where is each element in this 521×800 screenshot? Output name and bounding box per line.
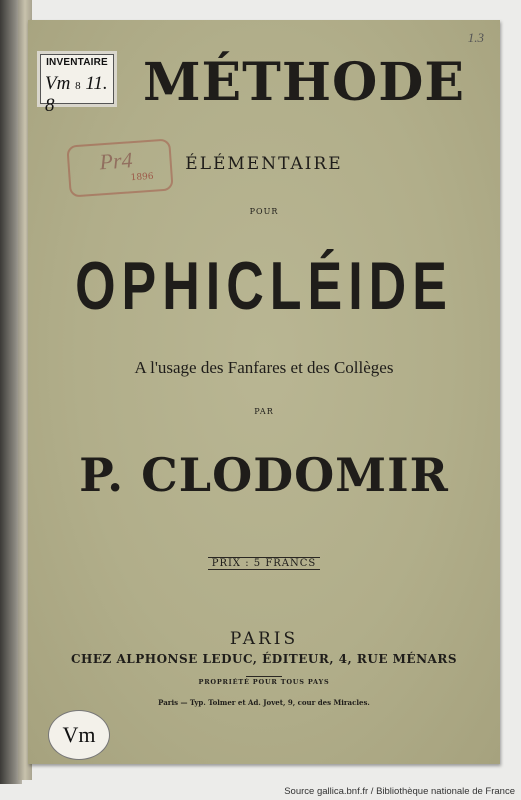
handwritten-corner-note: 1.3 [467,30,484,45]
stamp-scrawl: Pr4 [98,147,134,175]
stamp-year: 1896 [130,171,154,184]
shelfmark-number: 11. 8 [45,73,108,116]
shelfmark-small: 8 [75,80,81,92]
subtitle: ÉLÉMENTAIRE [185,154,343,174]
instrument-title: OPHICLÉIDE [75,249,453,325]
author-name: P. CLODOMIR [79,448,449,502]
inventory-label [40,54,114,116]
usage-line: A l'usage des Fanfares et des Collèges [134,358,394,377]
inventory-label-title: INVENTAIRE [46,57,108,68]
source-credit: Source gallica.bnf.fr / Bibliothèque nationale de France [284,786,515,797]
pour-text: POUR [249,207,279,216]
shelfmark-vm: Vm [45,73,71,94]
price-text: PRIX : 5 FRANCS [208,557,321,570]
inventory-label-number [45,73,113,117]
page-title: MÉTHODE [142,52,466,113]
printer-line: Paris — Typ. Tolmer et Ad. Jovet, 9, cour des Miracles. [158,698,370,707]
par-text: PAR [254,407,274,416]
city: PARIS [229,629,299,649]
price-line [28,558,500,569]
title-page [28,20,500,764]
vm-badge: Vm [48,710,110,760]
rights-line: PROPRIÉTÉ POUR TOUS PAYS [198,678,330,686]
publisher-line: CHEZ ALPHONSE LEDUC, ÉDITEUR, 4, RUE MÉNARS [71,652,457,666]
divider [246,676,282,677]
